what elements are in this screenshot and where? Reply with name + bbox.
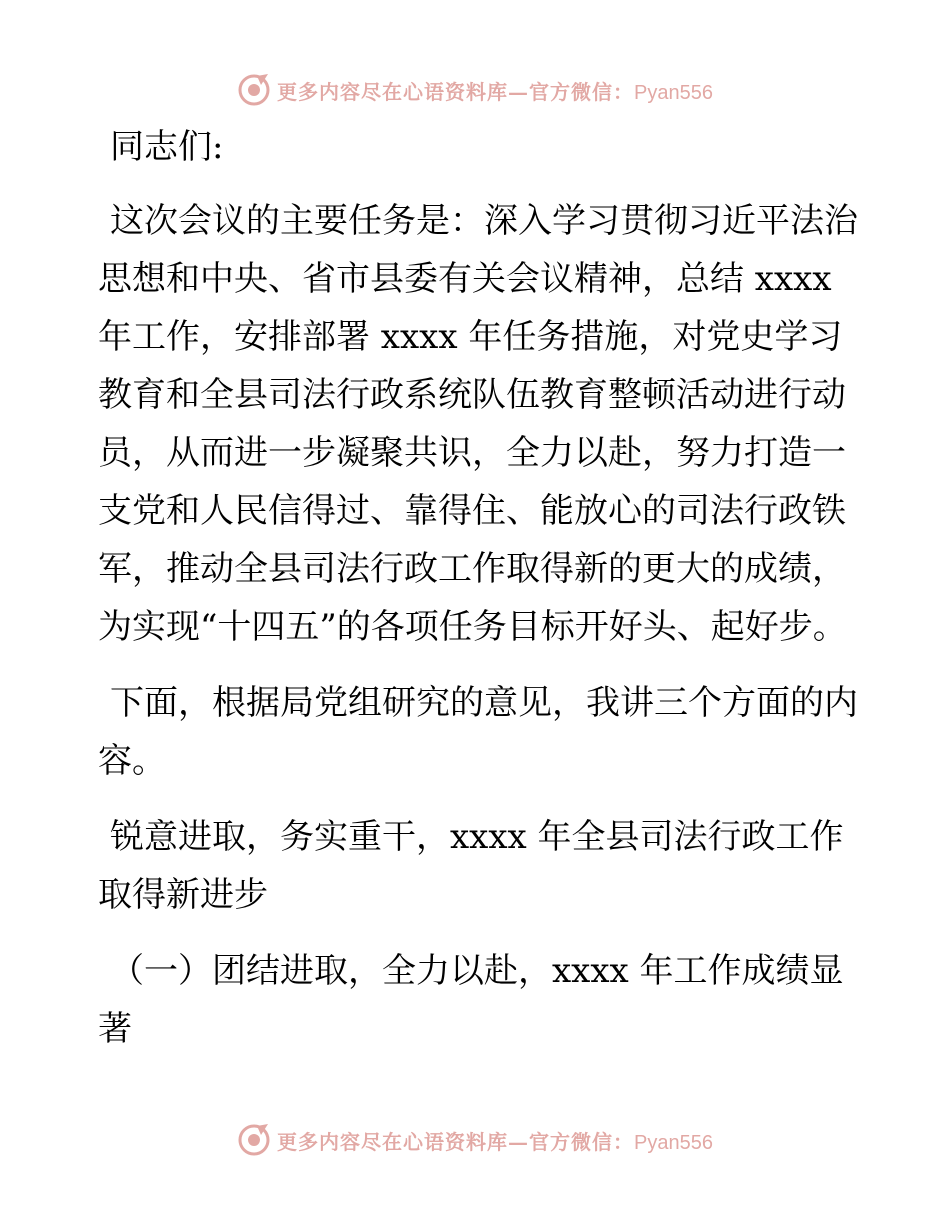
paragraph-intro: 这次会议的主要任务是：深入学习贯彻习近平法治思想和中央、省市县委有关会议精神，总结 xxxx 年工作，安排部署 xxxx 年任务措施，对党史学习教育和全县司法行政系统队伍教育整顿活动进行动员，从而进一步凝聚共识，全力以赴，努力打造一支党和人民信得过、靠得住、能放心的司法行政铁军，推动全县司法行政工作取得新的更大的成绩，为实现“十四五”的各项任务目标开好头、起好步。 (98, 201, 858, 647)
document-body (98, 118, 858, 1076)
wechat-id: Pyan556 (634, 81, 713, 104)
seal-quill-icon (237, 73, 271, 107)
watermark-text: 更多内容尽在心语资料库—官方微信：Pyan556 (277, 1129, 713, 1154)
seal-quill-icon (237, 1123, 271, 1157)
watermark-text: 更多内容尽在心语资料库—官方微信：Pyan556 (277, 79, 713, 104)
paragraph-outline: 下面，根据局党组研究的意见，我讲三个方面的内容。 (98, 683, 858, 781)
header-watermark-banner (0, 70, 950, 110)
subsection-heading: （一）团结进取，全力以赴，xxxx 年工作成绩显著 (98, 951, 844, 1049)
greeting: 同志们: (110, 127, 224, 167)
section-heading: 锐意进取，务实重干，xxxx 年全县司法行政工作取得新进步 (98, 817, 844, 915)
footer-watermark-banner (0, 1120, 950, 1160)
wechat-id: Pyan556 (634, 1131, 713, 1154)
